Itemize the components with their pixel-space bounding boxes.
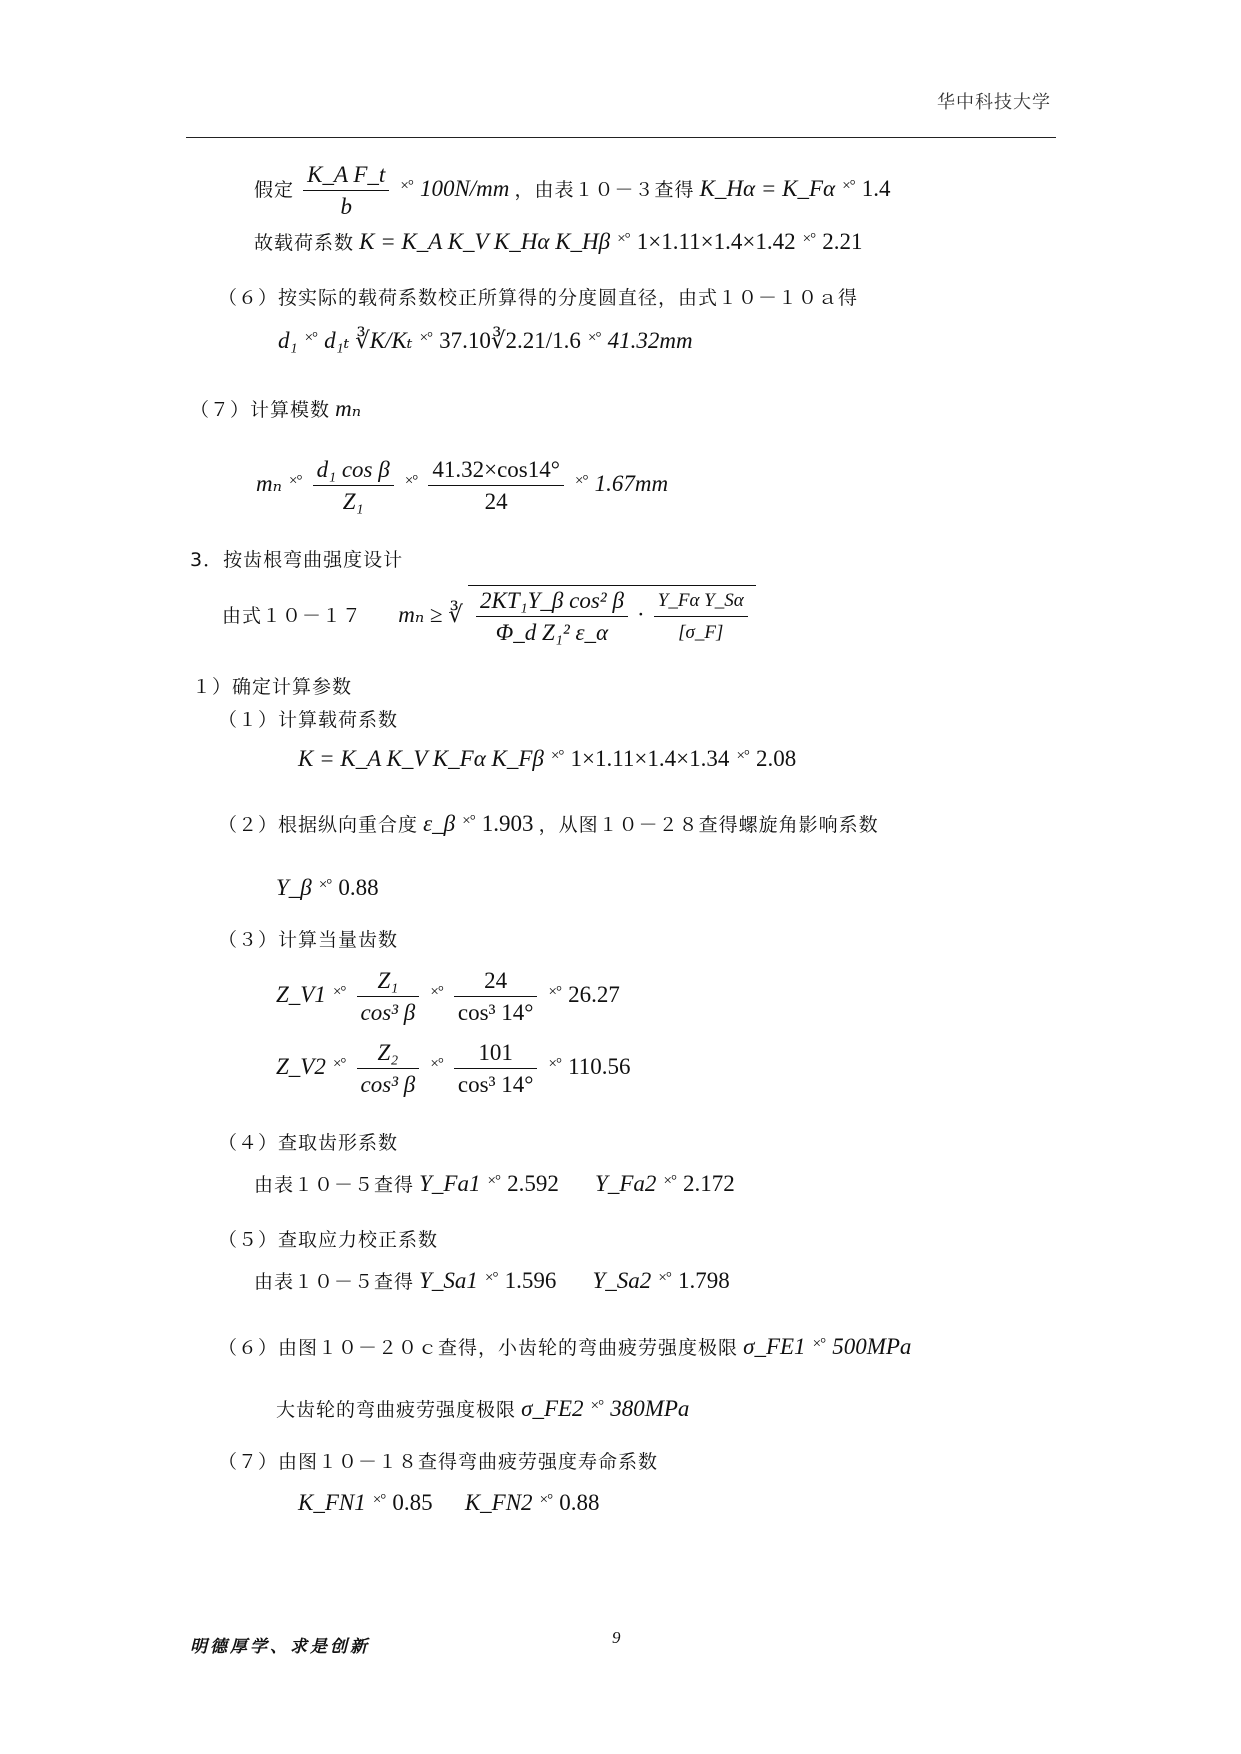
- eq-mark: ×°: [539, 1491, 553, 1508]
- formula-fraction-1: [476, 586, 628, 649]
- header-school: 华中科技大学: [937, 92, 1051, 113]
- kfn2: K_FN2: [464, 1490, 533, 1515]
- formula-den1: Φ_d Z₁² ε_α: [495, 620, 609, 645]
- zv2-den2: cos³ 14°: [457, 1072, 534, 1097]
- yfa1: Y_Fa1: [419, 1171, 481, 1196]
- assume-num: K_A F_t: [303, 160, 389, 191]
- s5-label: （５）查取应力校正系数: [218, 1229, 439, 1251]
- d1-lhs: d₁: [278, 328, 298, 353]
- eq-mark: ×°: [548, 1055, 561, 1072]
- footer-motto: 明德厚学、求是创新: [190, 1637, 370, 1657]
- s4-line: [254, 1170, 735, 1197]
- assume-k: K_Hα = K_Fα: [699, 176, 836, 201]
- eq-mark: ×°: [419, 329, 433, 346]
- kfn-line: [298, 1490, 599, 1516]
- s6-line: [218, 1333, 911, 1360]
- formula-radicand: [468, 585, 756, 649]
- step6-label: （６）按实际的载荷系数校正所算得的分度圆直径，由式１０－１０ａ得: [218, 287, 859, 309]
- eq-mark: ×°: [812, 1335, 826, 1352]
- zv1-num2: 24: [454, 966, 538, 997]
- eq-mark: ×°: [550, 747, 564, 764]
- s6-label: （６）由图１０－２０ｃ查得，小齿轮的弯曲疲劳强度极限: [218, 1337, 739, 1359]
- eq-mark: ×°: [372, 1491, 386, 1508]
- mn-lhs: mₙ: [256, 471, 282, 496]
- eq-mark: ×°: [289, 472, 302, 489]
- zv1-fraction-1: [357, 966, 420, 1029]
- zv2-lhs: Z_V2: [276, 1054, 326, 1079]
- eq-mark: ×°: [548, 983, 561, 1000]
- eq-mark: ×°: [590, 1397, 604, 1414]
- header-rule: [186, 137, 1056, 138]
- assume-tail: 100N/mm: [419, 176, 510, 201]
- s2-eps: ε_β: [423, 811, 456, 836]
- assume-line: [254, 160, 891, 223]
- page-number: 9: [612, 1628, 621, 1647]
- step7-sym: mₙ: [335, 396, 362, 421]
- ybeta-line: [276, 875, 379, 901]
- formula-den2: [σ_F]: [678, 622, 724, 643]
- s6b-label: 大齿轮的弯曲疲劳强度极限: [276, 1399, 517, 1421]
- sfe1: σ_FE1: [743, 1334, 806, 1359]
- eq-mark: ×°: [332, 983, 346, 1000]
- s5-line: [254, 1267, 730, 1294]
- formula-fraction-2: [654, 586, 748, 649]
- ysa1-val: 1.596: [504, 1268, 557, 1293]
- d1-line: [278, 328, 693, 354]
- zv1-result: 26.27: [568, 982, 620, 1007]
- load-prefix: 故载荷系数: [254, 232, 355, 254]
- eq-mark: ×°: [736, 747, 749, 764]
- mn-num2: 41.32×cos14°: [428, 455, 564, 486]
- zv1-line: [276, 966, 620, 1029]
- eq-mark: ×°: [658, 1269, 671, 1286]
- mn-fraction-2: [428, 455, 564, 518]
- mn-den: Z₁: [342, 489, 364, 514]
- eq-mark: ×°: [304, 329, 318, 346]
- zv2-num2: 101: [454, 1038, 538, 1069]
- kfn1-val: 0.85: [392, 1490, 433, 1515]
- assume-val: 1.4: [861, 176, 891, 201]
- s1-label: （１）计算载荷系数: [218, 709, 399, 731]
- assume-prefix: 假定: [254, 179, 295, 201]
- mn-num: d₁ cos β: [313, 455, 394, 486]
- eq-mark: ×°: [588, 329, 601, 346]
- k-line: [298, 746, 796, 772]
- zv2-num: Z₂: [357, 1038, 420, 1069]
- zv1-fraction-2: [454, 966, 538, 1029]
- s2-line: [218, 810, 879, 837]
- eq-mark: ×°: [318, 876, 332, 893]
- mn-result: 1.67mm: [594, 471, 669, 496]
- zv1-den: cos³ β: [360, 1000, 416, 1025]
- eq-mark: ×°: [462, 812, 475, 829]
- kfn2-val: 0.88: [559, 1490, 600, 1515]
- s2-label: （２）根据纵向重合度: [218, 814, 419, 836]
- s4-text: 由表１０－５查得: [254, 1174, 415, 1196]
- s4-label: （４）查取齿形系数: [218, 1132, 399, 1154]
- zv1-num: Z₁: [357, 966, 420, 997]
- ysa2: Y_Sa2: [592, 1268, 652, 1293]
- eq-mark: ×°: [332, 1055, 346, 1072]
- mn-den2: 24: [484, 489, 508, 514]
- eq-mark: ×°: [404, 472, 418, 489]
- zv2-line: [276, 1038, 631, 1101]
- sub1-label: １）确定计算参数: [192, 676, 353, 698]
- k-result: 2.08: [756, 746, 797, 771]
- d1-mid: d₁ₜ ∛K/Kₜ: [324, 328, 413, 353]
- zv2-result: 110.56: [568, 1054, 631, 1079]
- s3-label: （３）计算当量齿数: [218, 929, 399, 951]
- s6b-line: [276, 1395, 689, 1422]
- kfn1: K_FN1: [298, 1490, 366, 1515]
- formula-line: [222, 585, 756, 649]
- assume-den: b: [340, 194, 352, 219]
- mn-fraction-1: [313, 455, 394, 518]
- assume-text: ，由表１０－３查得: [514, 179, 695, 201]
- eq-mark: ×°: [430, 983, 443, 1000]
- section3-label: 3．按齿根弯曲强度设计: [190, 549, 404, 571]
- formula-prefix: 由式１０－１７: [222, 605, 363, 627]
- zv2-fraction-2: [454, 1038, 538, 1101]
- s7-label: （７）由图１０－１８查得弯曲疲劳强度寿命系数: [218, 1451, 659, 1473]
- zv2-den: cos³ β: [360, 1072, 416, 1097]
- load-result: 2.21: [822, 229, 863, 254]
- mn-line: [256, 455, 668, 518]
- dot-operator: ·: [637, 602, 645, 627]
- eq-mark: ×°: [400, 177, 413, 194]
- ysa1: Y_Sa1: [419, 1268, 478, 1293]
- ysa2-val: 1.798: [677, 1268, 730, 1293]
- eq-mark: ×°: [487, 1172, 501, 1189]
- k-calc: 1×1.11×1.4×1.34: [570, 746, 730, 771]
- s2-val: 1.903: [481, 811, 534, 836]
- yfa2-val: 2.172: [683, 1171, 735, 1196]
- s2-tail: ，从图１０－２８查得螺旋角影响系数: [538, 814, 879, 836]
- s5-text: 由表１０－５查得: [254, 1271, 415, 1293]
- formula-lhs: mₙ ≥ ∛: [398, 602, 463, 627]
- zv1-den2: cos³ 14°: [457, 1000, 534, 1025]
- assume-fraction: [303, 160, 389, 223]
- eq-mark: ×°: [575, 472, 588, 489]
- zv2-fraction-1: [357, 1038, 420, 1101]
- formula-num2: Y_Fα Y_Sα: [654, 586, 748, 617]
- step7-line: [190, 395, 361, 422]
- eq-mark: ×°: [663, 1172, 676, 1189]
- yfa1-val: 2.592: [507, 1171, 559, 1196]
- load-expr: K = K_A K_V K_Hα K_Hβ: [359, 229, 611, 254]
- ybeta-val: 0.88: [338, 875, 379, 900]
- sfe2: σ_FE2: [521, 1396, 584, 1421]
- eq-mark: ×°: [485, 1269, 498, 1286]
- ybeta: Y_β: [276, 875, 312, 900]
- sfe1-val: 500MPa: [832, 1334, 912, 1359]
- zv1-lhs: Z_V1: [276, 982, 326, 1007]
- eq-mark: ×°: [617, 230, 630, 247]
- load-val: 1×1.11×1.4×1.42: [636, 229, 796, 254]
- d1-calc: 37.10∛2.21/1.6: [439, 328, 581, 353]
- k-expr: K = K_A K_V K_Fα K_Fβ: [298, 746, 544, 771]
- yfa2: Y_Fa2: [595, 1171, 657, 1196]
- step7-label: （７）计算模数: [190, 399, 331, 421]
- eq-mark: ×°: [802, 230, 816, 247]
- formula-num1: 2KT₁Y_β cos² β: [476, 586, 628, 617]
- sfe2-val: 380MPa: [610, 1396, 690, 1421]
- d1-result: 41.32mm: [607, 328, 693, 353]
- eq-mark: ×°: [842, 177, 855, 194]
- eq-mark: ×°: [430, 1055, 443, 1072]
- load-line: [254, 228, 862, 255]
